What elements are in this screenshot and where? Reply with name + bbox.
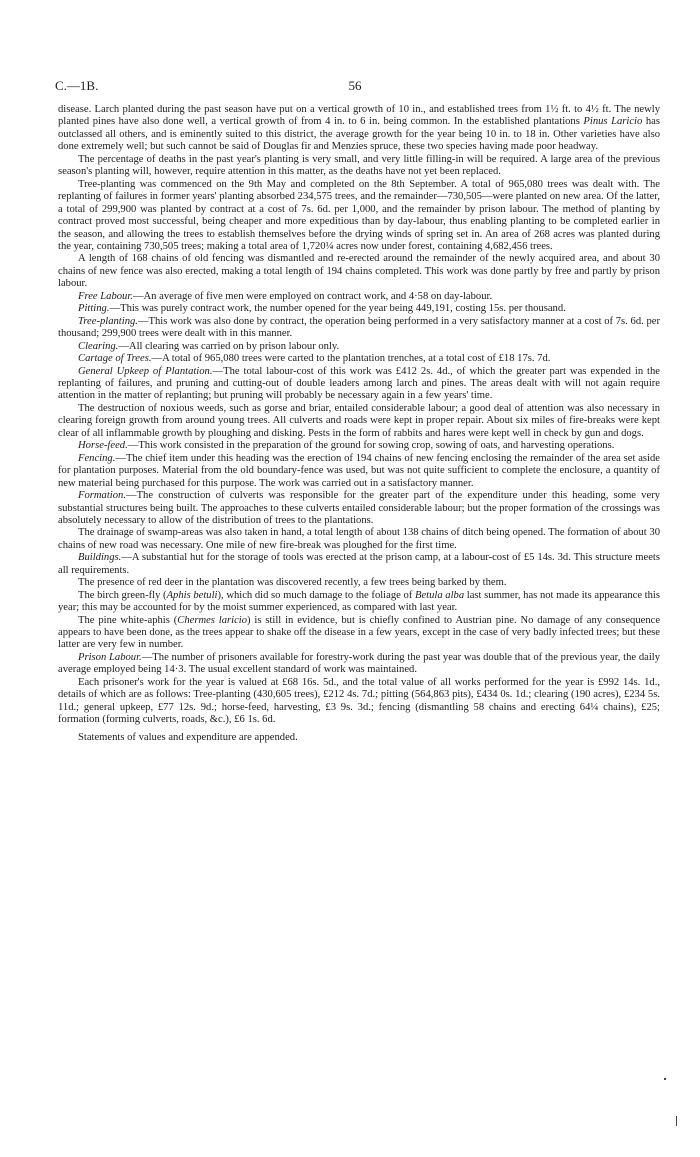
paragraph-growth: disease. Larch planted during the past season have put on a vertical growth of 10 in., and established trees from 1½ ft. to 4½ ft. The newly planted pines have also done well, a vertical growth of from 4 in. to 6 in. being common. In the established plantations Pinus Laricio has outclassed all others, and is eminently suited to this district, the average growth for the year being 10 in. to 18 in. Other varieties have also done extremely well; but such cannot be said of Douglas fir and Menzies spruce, these two species having made poor headway. — [58, 104, 660, 153]
paragraph-clearing: Clearing.—All clearing was carried on by prison labour only. — [78, 340, 340, 352]
paragraph-noxious-weeds: The destruction of noxious weeds, such as gorse and briar, entailed considerable labour; a good deal of attention was also necessary in clearing foreign growth from around young trees. All culverts and roads were kept in proper repair. About six miles of fire-breaks were kept clear of all inflammable growth by ploughing and disking. Pests in the form of rabbits and hares were kept well in check by gun and dogs. — [58, 402, 660, 439]
paragraph-tree-planting-contract: Tree-planting.—This work was also done by contract, the operation being performed in a very satisfactory manner at a cost of 7s. 6d. per thousand; 299,900 trees were dealt with in this manner. — [58, 315, 660, 340]
paragraph-statements: Statements of values and expenditure are appended. — [78, 731, 298, 743]
paragraph-deaths: The percentage of deaths in the past year's planting is very small, and very little filling-in will be required. A large area of the previous season's planting will, however, require attention in this matter, as the deaths have not yet been replaced. — [58, 153, 660, 178]
scan-speck — [676, 1116, 677, 1126]
paragraph-cartage: Cartage of Trees.—A total of 965,080 trees were carted to the plantation trenches, at a total cost of £18 17s. 7d. — [78, 353, 551, 365]
paragraph-tree-planting: Tree-planting was commenced on the 9th May and completed on the 8th September. A total of 965,080 trees was dealt with. The replanting of failures in former years' planting absorbed 234,575 trees, and the remainder—730,505—were planted on new area. Of the latter, a total of 299,900 was planted by contract at a cost of 7s. 6d. per 1,000, and the remainder by prison labour. The method of planting by contract proved most successful, being cheaper and more expeditious than by day-labour, thus enabling planting to be completed earlier in the season, and allowing the trees to establish themselves before the drying winds of spring set in. An area of 268 acres was planted during the year, containing 730,505 trees; making a total area of 1,720¼ acres now under forest, containing 4,682,456 trees. — [58, 178, 660, 252]
paragraph-prisoner-work-value: Each prisoner's work for the year is valued at £68 16s. 5d., and the total value of all works performed for the year is £992 14s. 1d., details of which are as follows: Tree-planting (430,605 trees), £212 4s. 7d.; pitting (564,863 pits), £434 0s. 1d.; clearing (190 acres), £234 5s. 11d.; general upkeep, £77 12s. 9d.; horse-feed, harvesting, £3 9s. 3d.; fencing (dismantling 58 chains and erecting 64¼ chains), £25; formation (forming culverts, roads, &c.), £6 1s. 6d. — [58, 676, 660, 726]
paragraph-red-deer: The presence of red deer in the plantation was discovered recently, a few trees being barked by them. — [78, 577, 507, 589]
paragraph-formation: Formation.—The construction of culverts was responsible for the greater part of the expenditure under this heading, some very substantial structures being built. The approaches to these culverts entailed considerable labour; but the proper formation of the crossings was absolutely necessary to allow of the distribution of trees to the plantations. — [58, 490, 660, 526]
paragraph-free-labour: Free Labour.—An average of five men were employed on contract work, and 4·58 on day-labour. — [78, 290, 493, 302]
document-body — [58, 104, 660, 744]
paragraph-birch-green-fly: The birch green-fly (Aphis betuli), which did so much damage to the foliage of Betula alba last summer, has not made its appearance this year; this may be accounted for by the moist summer experienced, as compared with last year. — [58, 589, 660, 614]
paragraph-pine-white-aphis: The pine white-aphis (Chermes laricio) is still in evidence, but is chiefly confined to Austrian pine. No damage of any consequence appears to have been done, as the trees appear to shake off the disease in a few years, except in the case of very badly infected trees; but these latter are very few in number. — [58, 614, 661, 651]
scan-speck — [664, 1078, 666, 1080]
document-code: C.—1B. — [55, 78, 99, 93]
paragraph-general-upkeep: General Upkeep of Plantation.—The total labour-cost of this work was £412 2s. 4d., of which the greater part was expended in the replanting of failures, and pruning and cutting-out of double leaders among larch and pines. The areas dealt with will not again require attention in the matter of replanting; but pruning will probably be necessary again in a few years' time. — [58, 365, 660, 402]
paragraph-drainage: The drainage of swamp-areas was also taken in hand, a total length of about 138 chains of ditch being opened. The formation of about 30 chains of new road was necessary. One mile of new fire-break was ploughed for the first time. — [58, 527, 660, 551]
paragraph-pitting: Pitting.—This was purely contract work, the number opened for the year being 449,191, costing 15s. per thousand. — [78, 303, 566, 315]
page-header — [55, 78, 655, 94]
paragraph-buildings: Buildings.—A substantial hut for the storage of tools was erected at the prison camp, at a labour-cost of £5 14s. 3d. This structure meets all requirements. — [58, 552, 660, 576]
page-number: 56 — [348, 78, 362, 93]
paragraph-horse-feed: Horse-feed.—This work consisted in the preparation of the ground for sowing crop, sowing of oats, and harvesting operations. — [78, 440, 615, 452]
paragraph-fencing: Fencing.—The chief item under this heading was the erection of 194 chains of new fencing enclosing the remainder of the area set aside for plantation purposes. Material from the old boundary-fence was used, but was not quite sufficient to complete the enclosure, a quantity of new material being purchased for this purpose. The work was carried out in a satisfactory manner. — [58, 452, 660, 489]
paragraph-fencing-length: A length of 168 chains of old fencing was dismantled and re-erected around the remainder of the newly acquired area, and about 30 chains of new fence was also erected, making a total length of 194 chains completed. This work was done partly by free and partly by prison labour. — [58, 253, 660, 290]
paragraph-prison-labour: Prison Labour.—The number of prisoners available for forestry-work during the past year was double that of the previous year, the daily average employed being 14·3. The usual excellent standard of work was maintained. — [58, 651, 661, 676]
